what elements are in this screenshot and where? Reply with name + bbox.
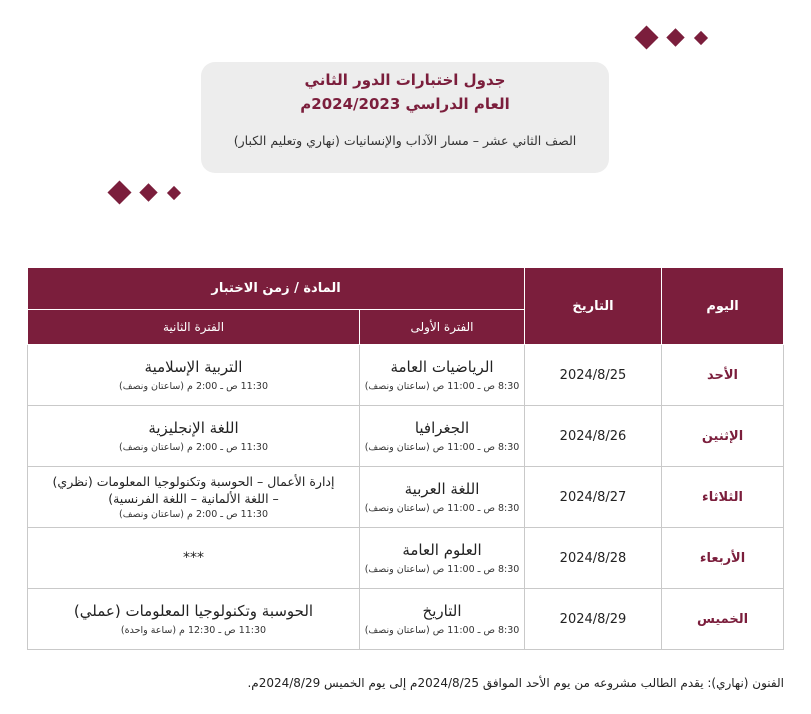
- exam-time: 11:30 ص ـ 2:00 م (ساعتان ونصف): [119, 508, 268, 520]
- date-cell: 2024/8/26: [525, 406, 662, 467]
- date-cell: 2024/8/29: [525, 589, 662, 650]
- page-subtitle: الصف الثاني عشر – مسار الآداب والإنسانيات (نهاري وتعليم الكبار): [233, 133, 577, 148]
- diamond-icon: [694, 30, 708, 44]
- day-cell: الأربعاء: [662, 528, 784, 589]
- header-box: [201, 62, 609, 173]
- period2-cell: [28, 345, 360, 406]
- day-cell: الأحد: [662, 345, 784, 406]
- exam-time: 8:30 ص ـ 11:00 ص (ساعتان ونصف): [364, 442, 520, 454]
- exam-time: 8:30 ص ـ 11:00 ص (ساعتان ونصف): [364, 381, 520, 393]
- exam-time: 11:30 ص ـ 2:00 م (ساعتان ونصف): [119, 442, 268, 454]
- subject-name: التربية الإسلامية: [144, 357, 243, 376]
- date-cell: 2024/8/27: [525, 467, 662, 528]
- no-exam-placeholder: ***: [183, 550, 204, 566]
- table-row: [28, 467, 784, 528]
- column-header-period2: الفترة الثانية: [28, 310, 360, 345]
- subject-name: اللغة العربية: [404, 479, 480, 498]
- academic-year: العام الدراسي 2024/2023م: [300, 95, 510, 113]
- period2-cell: [28, 589, 360, 650]
- period2-cell: [28, 467, 360, 528]
- subject-name: التاريخ: [422, 601, 462, 620]
- subject-name: العلوم العامة: [402, 540, 482, 559]
- table-row: [28, 406, 784, 467]
- period1-cell: [360, 589, 525, 650]
- exam-schedule-table: [27, 267, 784, 650]
- period2-cell: [28, 528, 360, 589]
- subject-name: الرياضيات العامة: [390, 357, 494, 376]
- table-row: [28, 345, 784, 406]
- subject-name-continued: – اللغة الألمانية – اللغة الفرنسية): [108, 490, 279, 506]
- day-cell: الثلاثاء: [662, 467, 784, 528]
- period2-cell: [28, 406, 360, 467]
- table-row: [28, 528, 784, 589]
- day-cell: الإثنين: [662, 406, 784, 467]
- column-header-day: اليوم: [662, 268, 784, 345]
- diamond-icon: [666, 28, 684, 46]
- period1-cell: [360, 467, 525, 528]
- exam-time: 11:30 ص ـ 12:30 م (ساعة واحدة): [120, 625, 267, 637]
- column-header-subject-time: المادة / زمن الاختبار: [28, 268, 525, 310]
- subject-name: الجغرافيا: [414, 418, 470, 437]
- column-header-period1: الفترة الأولى: [360, 310, 525, 345]
- footnote: الفنون (نهاري): يقدم الطالب مشروعه من يوم الأحد الموافق 2024/8/25م إلى يوم الخميس 2024/8/29م.: [247, 676, 784, 690]
- exam-time: 11:30 ص ـ 2:00 م (ساعتان ونصف): [119, 381, 268, 393]
- decorative-diamonds-bottom: [107, 184, 183, 201]
- date-cell: 2024/8/25: [525, 345, 662, 406]
- decorative-diamonds-top: [634, 29, 710, 46]
- page-title: جدول اختبارات الدور الثاني: [304, 71, 506, 89]
- day-cell: الخميس: [662, 589, 784, 650]
- table-row: [28, 589, 784, 650]
- period1-cell: [360, 528, 525, 589]
- diamond-icon: [139, 183, 157, 201]
- diamond-icon: [107, 180, 131, 204]
- subject-name: اللغة الإنجليزية: [148, 418, 239, 437]
- exam-time: 8:30 ص ـ 11:00 ص (ساعتان ونصف): [364, 503, 520, 515]
- diamond-icon: [634, 25, 658, 49]
- column-header-date: التاريخ: [525, 268, 662, 345]
- period1-cell: [360, 406, 525, 467]
- subject-name: الحوسبة وتكنولوجيا المعلومات (عملي): [73, 601, 314, 620]
- subject-name: إدارة الأعمال – الحوسبة وتكنولوجيا المعلومات (نظري): [52, 474, 335, 490]
- diamond-icon: [167, 185, 181, 199]
- period1-cell: [360, 345, 525, 406]
- exam-time: 8:30 ص ـ 11:00 ص (ساعتان ونصف): [364, 625, 520, 637]
- date-cell: 2024/8/28: [525, 528, 662, 589]
- exam-time: 8:30 ص ـ 11:00 ص (ساعتان ونصف): [364, 564, 520, 576]
